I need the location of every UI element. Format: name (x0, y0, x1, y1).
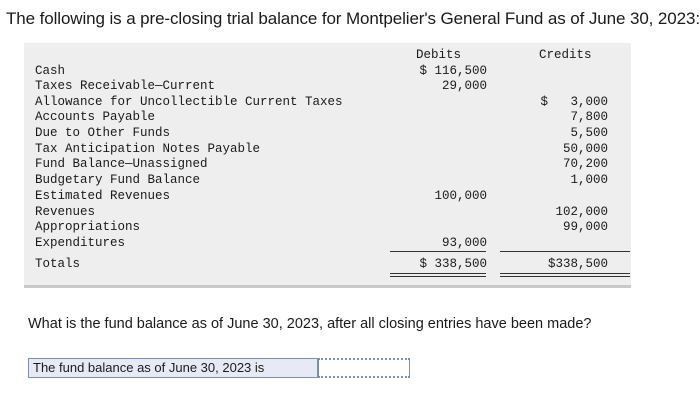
subtotal-rule-debits (390, 251, 486, 252)
fund-balance-input[interactable] (318, 358, 410, 378)
table-row (24, 95, 631, 110)
table-row (24, 236, 631, 251)
account-name: Appropriations (35, 220, 141, 234)
table-row (24, 110, 631, 125)
debit-amount: $ 116,500 (419, 64, 487, 78)
account-name: Expenditures (35, 236, 126, 250)
account-name: Cash (35, 64, 66, 78)
subtotal-rule-credits (500, 251, 630, 252)
divider (24, 285, 631, 288)
account-name: Revenues (35, 205, 96, 219)
trial-balance-table (24, 43, 631, 287)
total-double-rule-debits (390, 273, 486, 277)
credit-amount: 1,000 (570, 173, 608, 187)
debit-amount: 93,000 (441, 236, 487, 250)
credit-amount: 99,000 (562, 220, 608, 234)
account-name: Budgetary Fund Balance (35, 173, 201, 187)
table-row (24, 126, 631, 141)
answer-label: The fund balance as of June 30, 2023 is (28, 358, 318, 378)
credits-column-header: Credits (539, 48, 592, 62)
debit-amount: 29,000 (441, 79, 487, 93)
total-double-rule-credits (500, 273, 630, 277)
credit-amount: $ 3,000 (540, 95, 608, 109)
credit-amount: 50,000 (562, 142, 608, 156)
account-name: Tax Anticipation Notes Payable (35, 142, 261, 156)
account-name: Taxes Receivable—Current (35, 79, 216, 93)
account-name: Due to Other Funds (35, 126, 171, 140)
debit-total: $ 338,500 (419, 257, 487, 271)
account-name: Allowance for Uncollectible Current Taxes (35, 95, 343, 109)
credit-amount: 5,500 (570, 126, 608, 140)
sub-question: What is the fund balance as of June 30, 2023, after all closing entries have been made? (28, 316, 592, 332)
table-row (24, 64, 631, 79)
debits-column-header: Debits (416, 48, 462, 62)
table-row (24, 142, 631, 157)
account-name: Estimated Revenues (35, 189, 171, 203)
table-row (24, 189, 631, 204)
question-header: The following is a pre-closing trial balance for Montpelier's General Fund as of June 30, 2023: (6, 9, 700, 28)
account-name: Fund Balance—Unassigned (35, 157, 208, 171)
credit-total: $338,500 (547, 257, 608, 271)
table-row (24, 173, 631, 188)
account-name: Accounts Payable (35, 110, 156, 124)
table-row (24, 157, 631, 172)
credit-amount: 70,200 (562, 157, 608, 171)
totals-label: Totals (35, 257, 81, 271)
credit-amount: 102,000 (555, 205, 608, 219)
debit-amount: 100,000 (434, 189, 487, 203)
totals-row (24, 257, 631, 272)
table-row (24, 205, 631, 220)
table-row (24, 79, 631, 94)
table-row (24, 220, 631, 235)
credit-amount: 7,800 (570, 110, 608, 124)
